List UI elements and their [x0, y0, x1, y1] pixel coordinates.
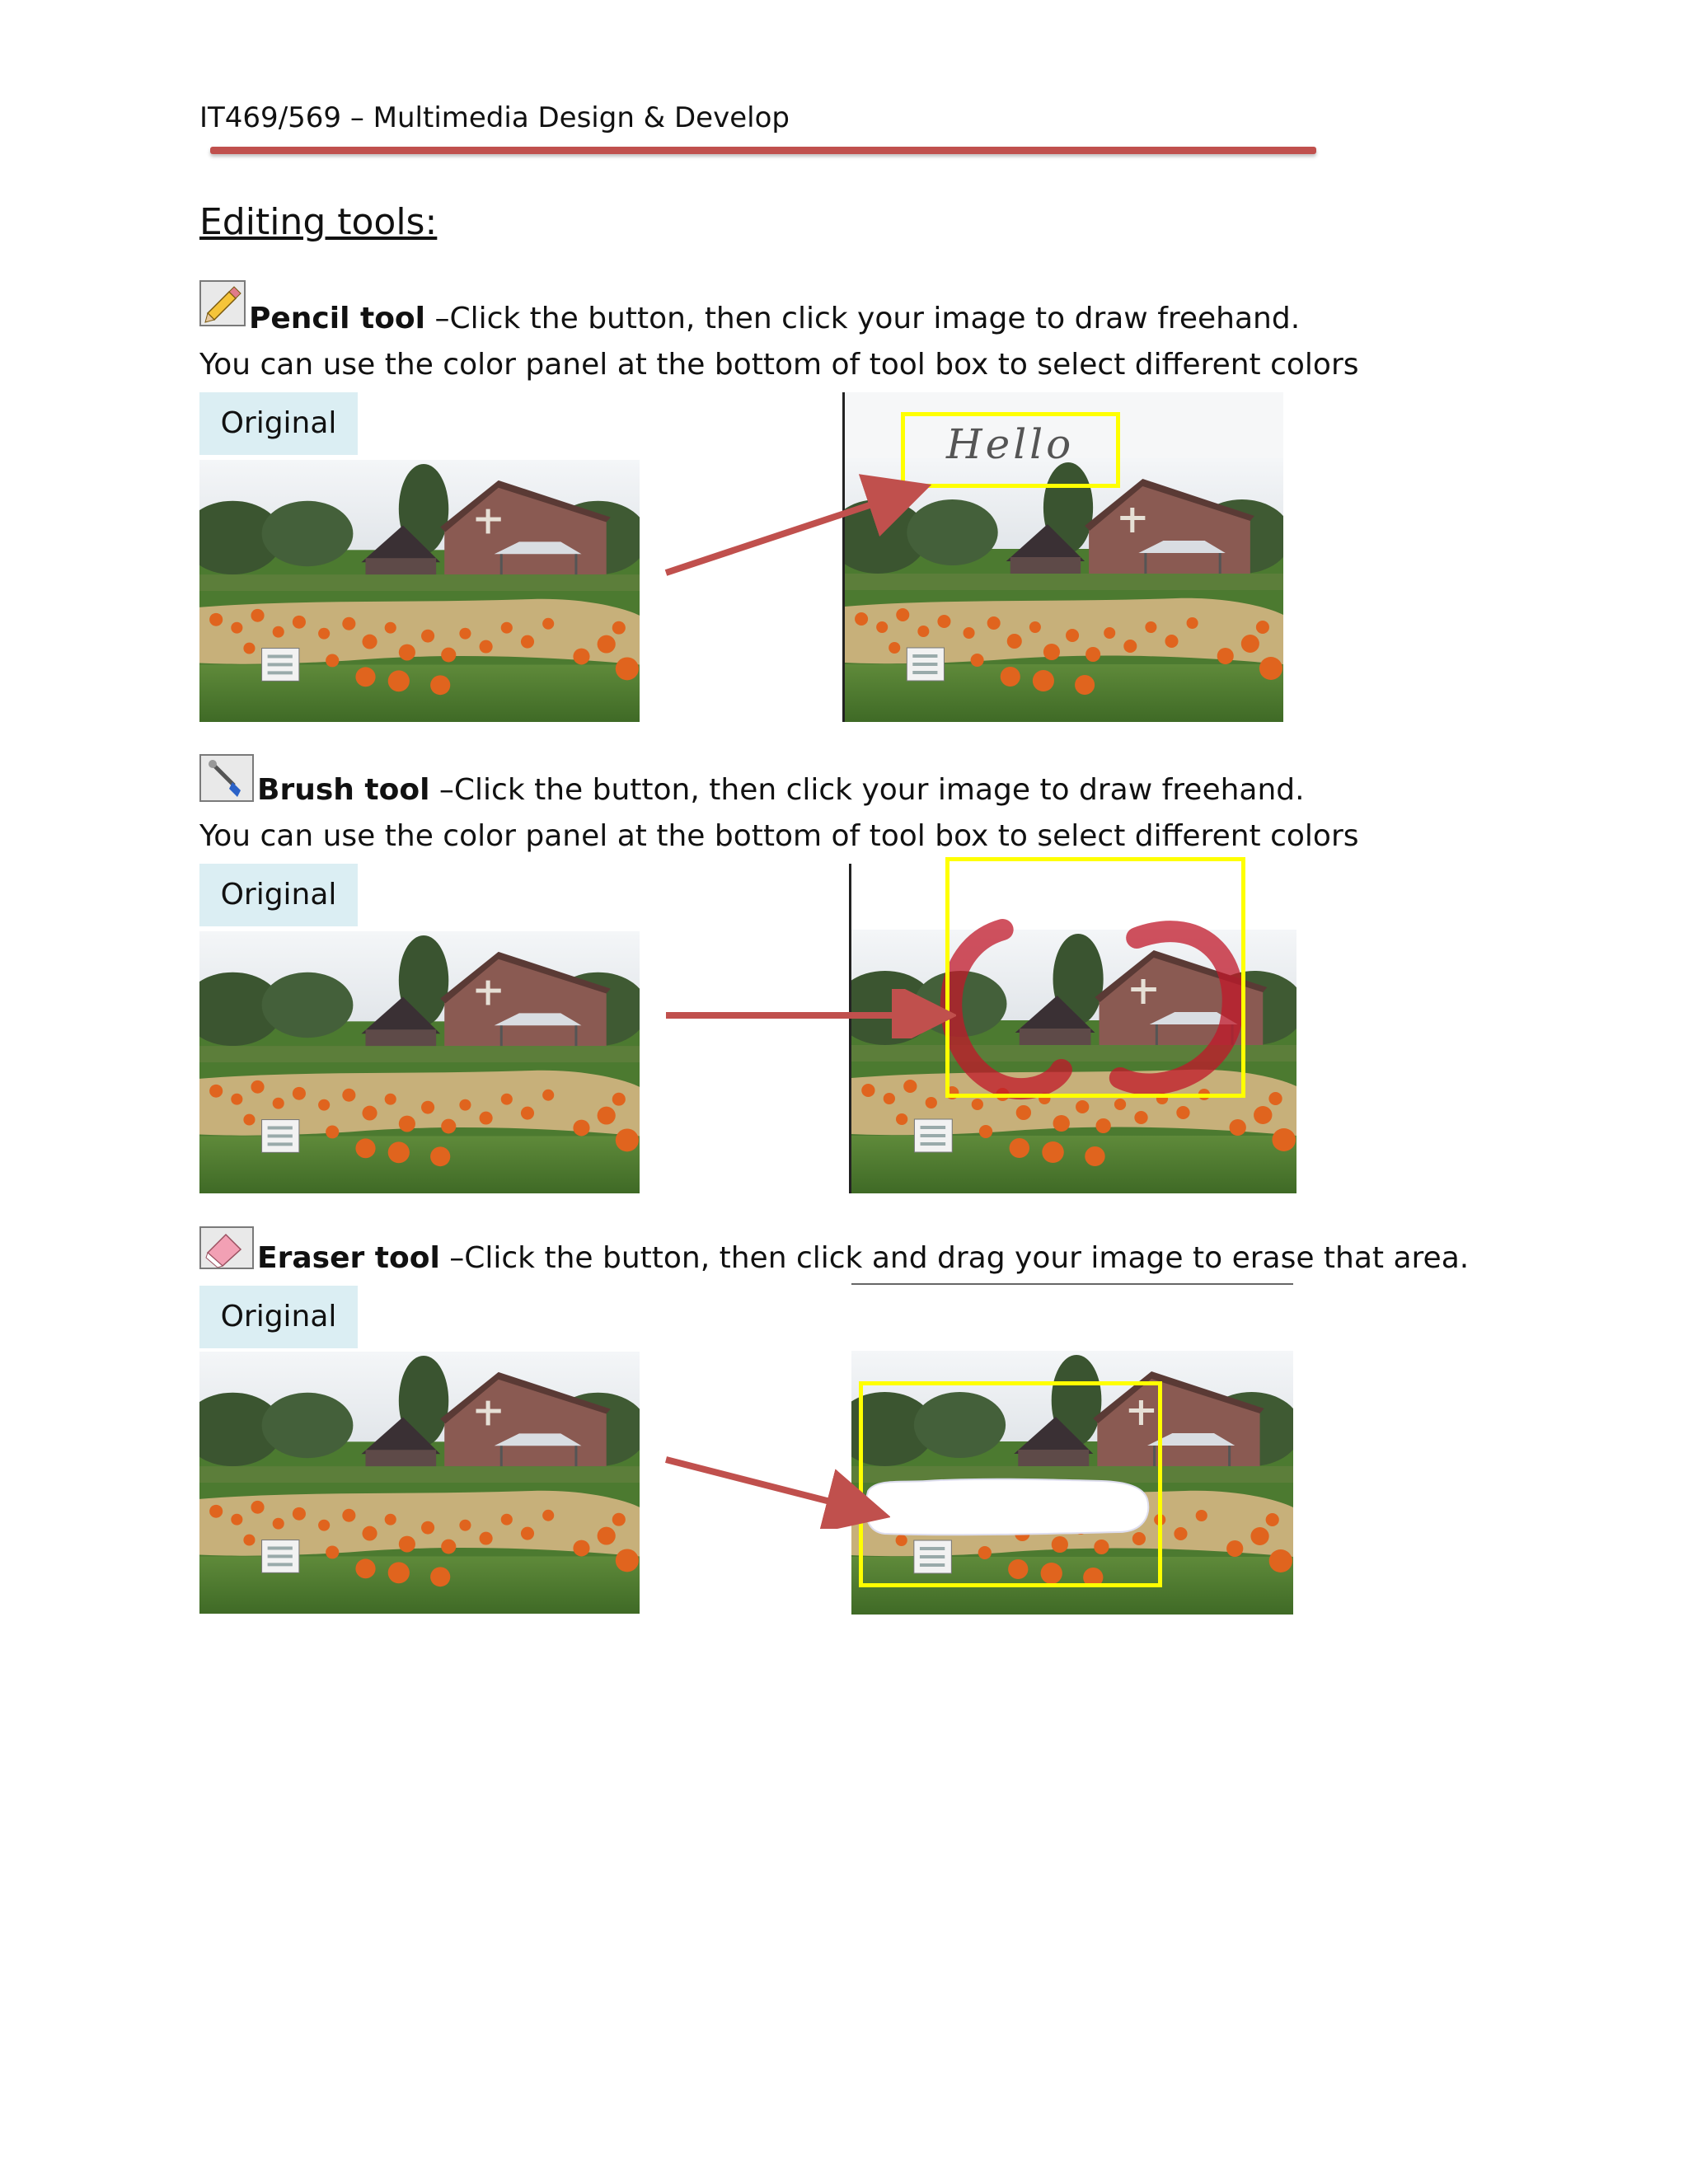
eraser-original-label: Original: [199, 1286, 358, 1348]
pencil-highlight-box: [901, 412, 1120, 488]
pencil-tool-text: –Click the button, then click your image to draw freehand.: [425, 302, 1301, 335]
eraser-tool-name: Eraser tool: [257, 1241, 440, 1275]
brush-arrow: [659, 989, 956, 1038]
brush-highlight-box: [945, 857, 1245, 1098]
pencil-icon: [199, 280, 246, 326]
eraser-tool-text: –Click the button, then click and drag your image to erase that area.: [439, 1241, 1470, 1275]
brush-description: [257, 770, 1305, 811]
header-rule: [210, 147, 1316, 154]
brush-tool-name: Brush tool: [257, 773, 430, 807]
pencil-annotation-text: Hello: [946, 420, 1075, 468]
pencil-note: You can use the color panel at the bottom of tool box to select different colors: [199, 348, 1359, 382]
brush-icon: [199, 754, 254, 802]
pencil-original-label: Original: [199, 392, 358, 455]
eraser-highlight-box: [859, 1381, 1162, 1587]
brush-note: You can use the color panel at the bottom of tool box to select different colors: [199, 819, 1359, 853]
pencil-tool-name: Pencil tool: [249, 302, 425, 335]
eraser-original-image: [199, 1352, 640, 1614]
brush-original-image: [199, 931, 640, 1193]
eraser-arrow: [659, 1446, 890, 1529]
eraser-description: [257, 1238, 1469, 1279]
brush-tool-text: –Click the button, then click your image to draw freehand.: [429, 773, 1305, 807]
eraser-icon: [199, 1226, 254, 1269]
document-header: IT469/569 – Multimedia Design & Develop: [199, 101, 790, 134]
page-heading: Editing tools:: [199, 201, 438, 243]
pencil-original-image: [199, 460, 640, 722]
pencil-description: [249, 298, 1300, 340]
brush-original-label: Original: [199, 864, 358, 926]
pencil-arrow: [659, 462, 931, 585]
